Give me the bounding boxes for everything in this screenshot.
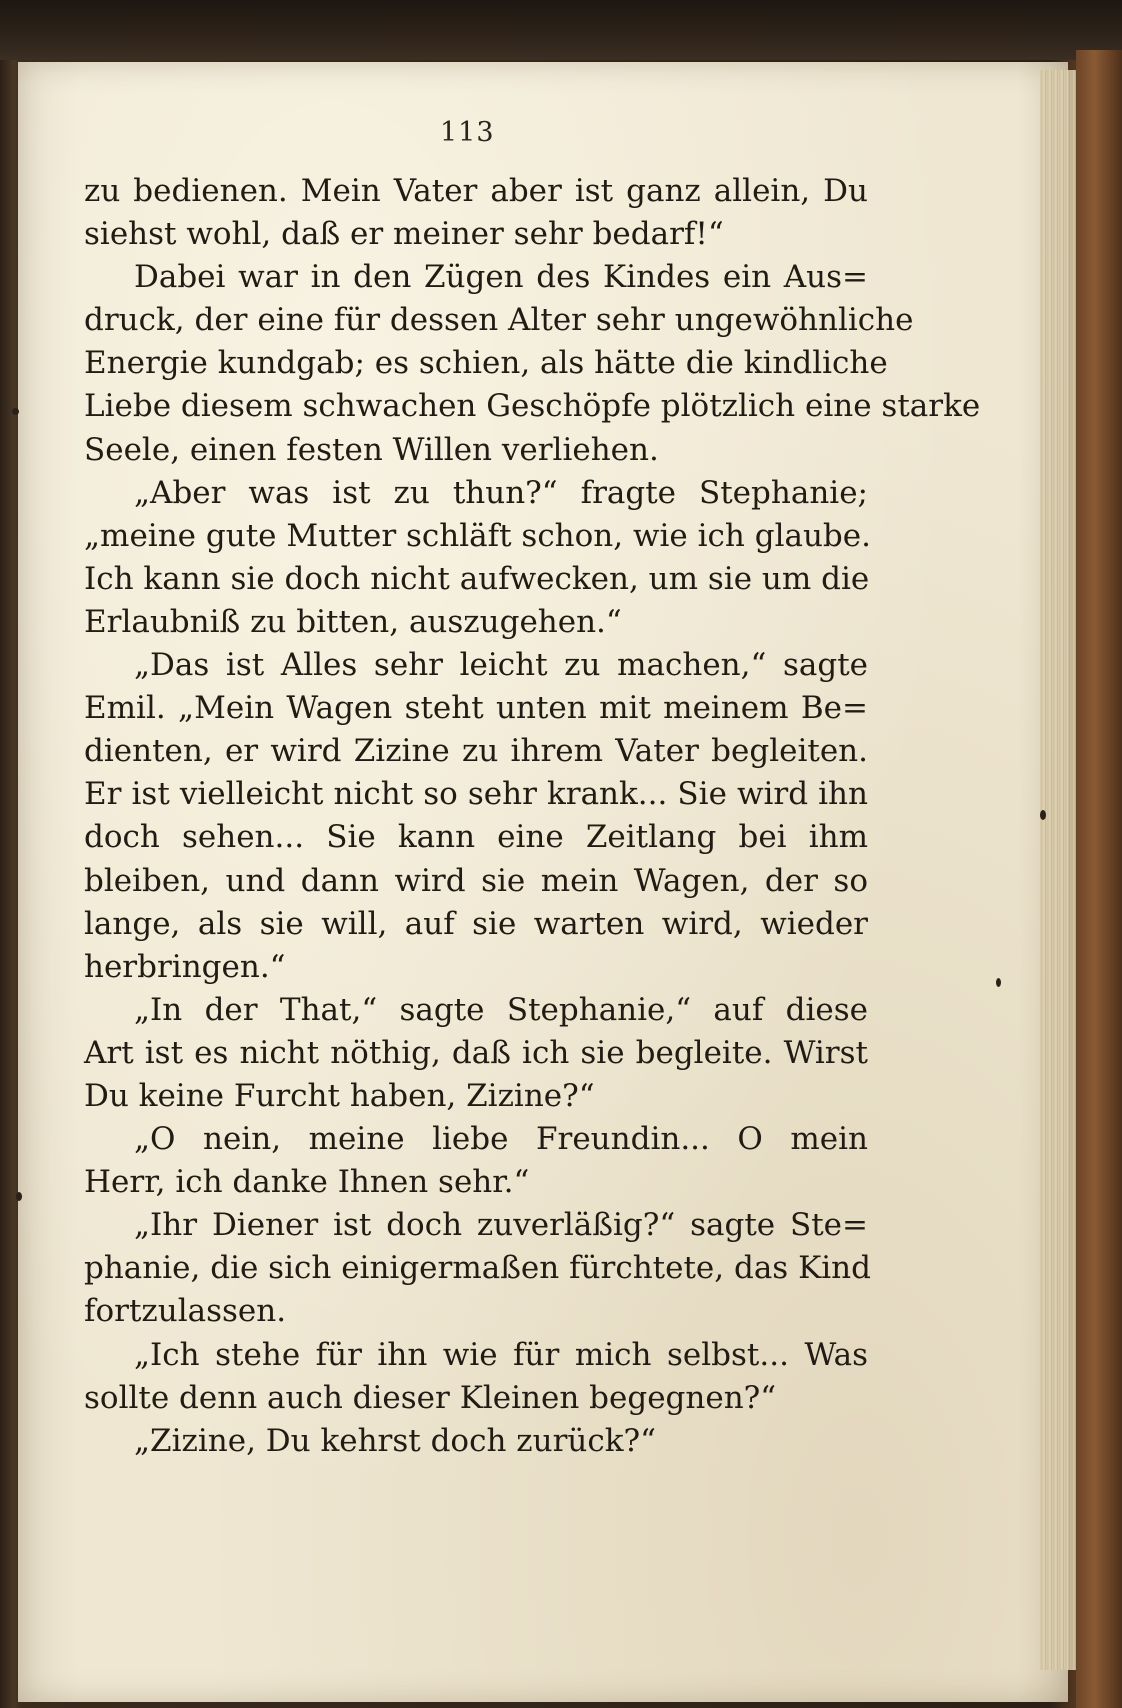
text-line: Herr, ich danke Ihnen sehr.“ (84, 1164, 530, 1201)
text-line: druck, der eine für dessen Alter sehr ungewöhnliche (84, 302, 914, 339)
ink-speck (12, 408, 19, 415)
text-line: Emil. „Mein Wagen steht unten mit meinem Be= (84, 690, 868, 727)
text-line: „O nein, meine liebe Freundin... O mein (134, 1121, 868, 1158)
text-line: „Aber was ist zu thun?“ fragte Stephanie; (134, 474, 868, 511)
text-line: Art ist es nicht nöthig, daß ich sie begleite. Wirst (84, 1034, 868, 1071)
text-line: „meine gute Mutter schläft schon, wie ich glaube. (84, 517, 871, 554)
page-number: 113 (440, 117, 495, 148)
body-text (84, 170, 981, 1463)
text-line: Liebe diesem schwachen Geschöpfe plötzlich eine starke (84, 388, 981, 425)
text-line: „Zizine, Du kehrst doch zurück?“ (134, 1422, 656, 1459)
text-line: Er ist vielleicht nicht so sehr krank... Sie wird ihn (84, 776, 868, 813)
text-line: Energie kundgab; es schien, als hätte die kindliche (84, 345, 888, 382)
text-line: Dabei war in den Zügen des Kindes ein Aus= (134, 259, 868, 296)
text-line: „In der That,“ sagte Stephanie,“ auf diese (134, 991, 868, 1028)
text-line: dienten, er wird Zizine zu ihrem Vater begleiten. (84, 733, 868, 770)
page-stack-edges (1040, 70, 1076, 1670)
ink-speck (16, 1192, 22, 1201)
text-line: siehst wohl, daß er meiner sehr bedarf!“ (84, 216, 724, 253)
text-line: Ich kann sie doch nicht aufwecken, um sie um die (84, 560, 870, 597)
book-cover-edge (1076, 50, 1122, 1708)
text-line: lange, als sie will, auf sie warten wird, wieder (84, 905, 868, 942)
text-line: „Ihr Diener ist doch zuverläßig?“ sagte Ste= (134, 1207, 868, 1244)
text-line: fortzulassen. (84, 1293, 287, 1330)
ink-speck (1040, 810, 1046, 820)
ink-speck (996, 978, 1001, 987)
text-line: „Das ist Alles sehr leicht zu machen,“ sagte (134, 647, 868, 684)
text-line: herbringen.“ (84, 948, 286, 985)
text-line: doch sehen... Sie kann eine Zeitlang bei ihm (84, 819, 868, 856)
text-line: phanie, die sich einigermaßen fürchtete, das Kind (84, 1250, 871, 1287)
text-line: „Ich stehe für ihn wie für mich selbst... Was (134, 1336, 868, 1373)
text-line: zu bedienen. Mein Vater aber ist ganz allein, Du (84, 173, 868, 209)
text-line: sollte denn auch dieser Kleinen begegnen?“ (84, 1379, 777, 1416)
text-line: bleiben, und dann wird sie mein Wagen, der so (84, 862, 868, 899)
text-line: Du keine Furcht haben, Zizine?“ (84, 1077, 595, 1114)
book-top-edge (0, 0, 1122, 60)
text-line: Erlaubniß zu bitten, auszugehen.“ (84, 603, 622, 640)
text-line: Seele, einen festen Willen verliehen. (84, 431, 659, 468)
